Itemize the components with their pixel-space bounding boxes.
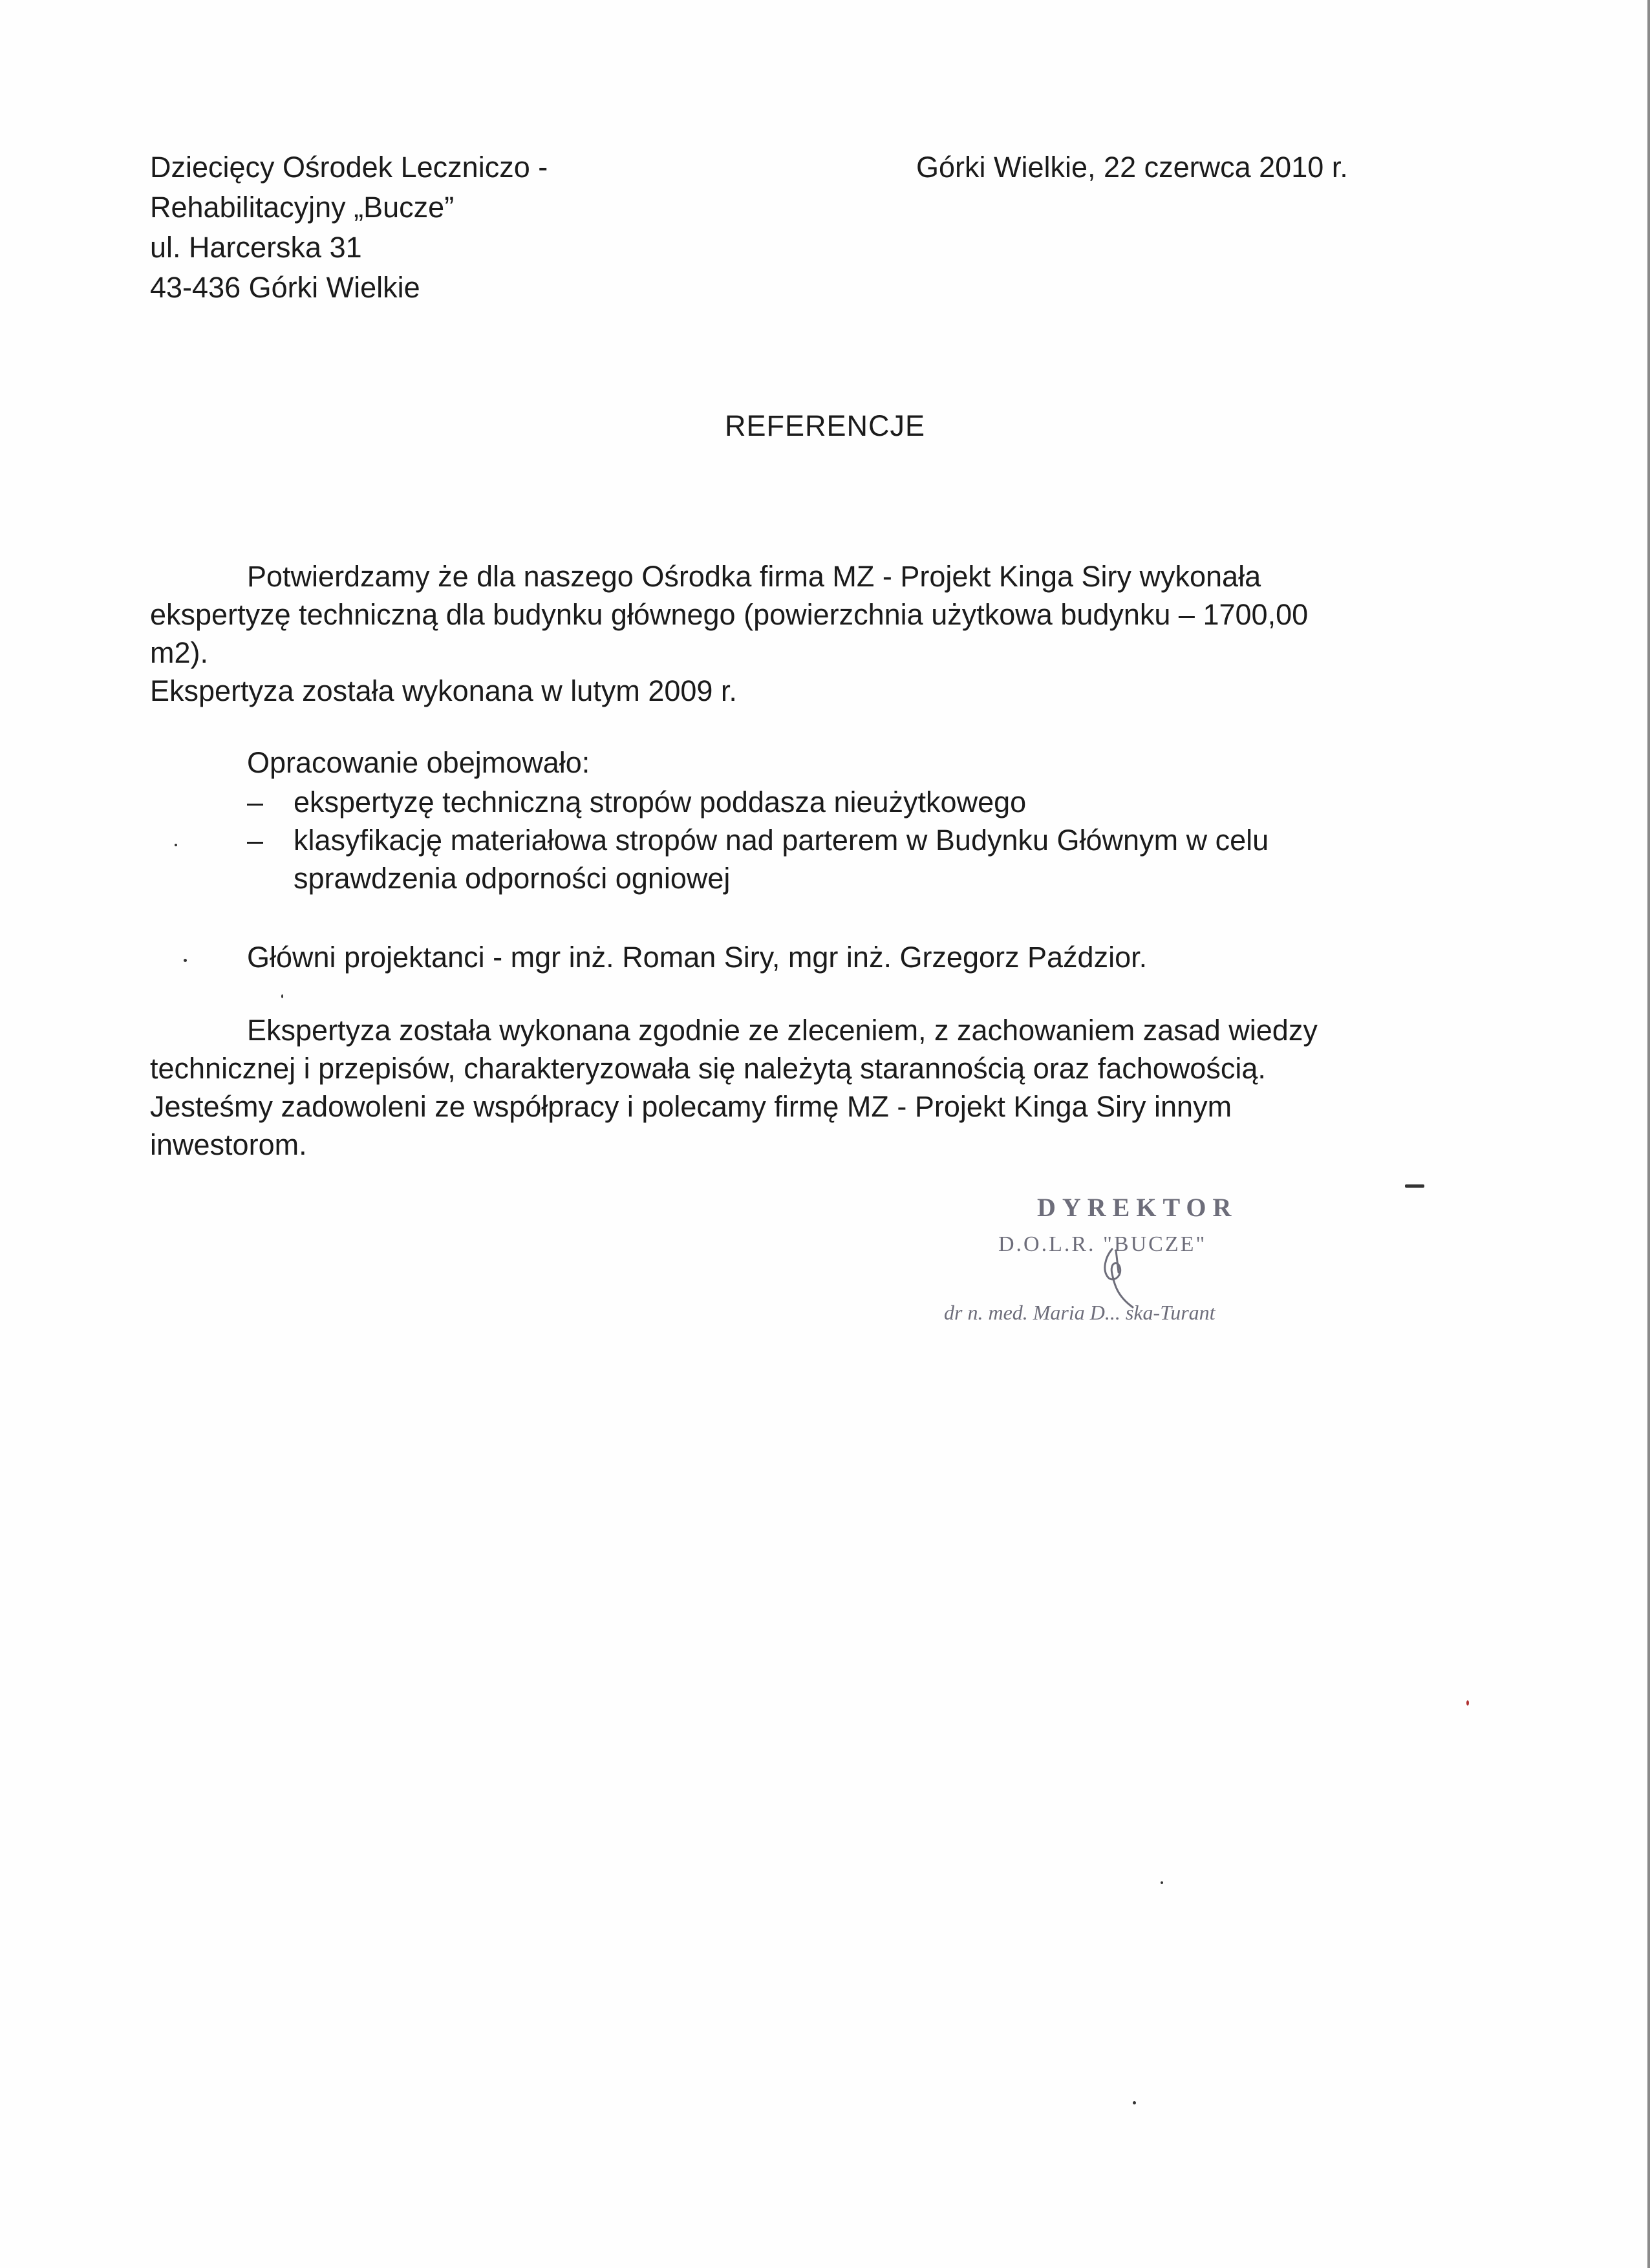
list-item-text: ekspertyzę techniczną stropów poddasza nieużytkowego xyxy=(294,786,1027,818)
stamp-name: dr n. med. Maria D... ska-Turant xyxy=(944,1301,1216,1324)
stamp-title: DYREKTOR xyxy=(1037,1193,1238,1222)
scan-speck xyxy=(175,844,177,846)
stamp-institution: D.O.L.R. "BUCZE" xyxy=(998,1232,1207,1256)
paragraph-line: Jesteśmy zadowoleni ze współpracy i polecamy firmę MZ - Projekt Kinga Siry innym xyxy=(150,1090,1232,1123)
paragraph-line: Ekspertyza została wykonana zgodnie ze zleceniem, z zachowaniem zasad wiedzy xyxy=(247,1014,1318,1047)
sender-address xyxy=(150,147,548,308)
letter-date: Górki Wielkie, 22 czerwca 2010 r. xyxy=(916,151,1348,184)
list-item-text: sprawdzenia odporności ogniowej xyxy=(294,862,731,895)
scan-speck xyxy=(1161,1881,1163,1884)
list-item xyxy=(150,821,1508,859)
sender-line-1: Dziecięcy Ośrodek Leczniczo - xyxy=(150,151,548,184)
paragraph-confirmation xyxy=(150,557,1443,710)
handwritten-signature-icon xyxy=(1093,1244,1138,1315)
paragraph-line: inwestorom. xyxy=(150,1128,307,1161)
scan-speck xyxy=(1405,1184,1424,1188)
scan-speck xyxy=(184,959,187,962)
scope-list xyxy=(150,783,1508,897)
sender-line-3: ul. Harcerska 31 xyxy=(150,231,362,264)
paragraph-line: Ekspertyza została wykonana w lutym 2009 r. xyxy=(150,674,737,707)
paragraph-line: m2). xyxy=(150,636,208,669)
scope-heading: Opracowanie obejmowało: xyxy=(247,746,590,779)
scan-speck xyxy=(1466,1700,1469,1706)
paragraph-line: Potwierdzamy że dla naszego Ośrodka firma MZ - Projekt Kinga Siry wykonała xyxy=(247,560,1261,593)
bullet-dash: – xyxy=(247,824,264,857)
list-item xyxy=(150,783,1508,821)
scan-speck xyxy=(281,994,283,998)
sender-line-4: 43-436 Górki Wielkie xyxy=(150,271,420,304)
paragraph-line: technicznej i przepisów, charakteryzowała się należytą starannością oraz fachowością. xyxy=(150,1052,1266,1085)
director-stamp xyxy=(931,1192,1332,1347)
scope-heading-block xyxy=(150,744,1443,782)
sender-line-2: Rehabilitacyjny „Bucze” xyxy=(150,191,455,224)
scan-speck xyxy=(1133,2101,1136,2104)
list-item-text: klasyfikację materiałowa stropów nad parterem w Budynku Głównym w celu xyxy=(294,824,1269,857)
bullet-dash: – xyxy=(247,786,264,818)
paragraph-recommendation xyxy=(150,1011,1443,1164)
scan-edge xyxy=(1647,0,1650,2268)
designers-line: Główni projektanci - mgr inż. Roman Siry, mgr inż. Grzegorz Paździor. xyxy=(247,941,1148,974)
letter-title: REFERENCJE xyxy=(724,409,926,442)
list-item-continuation xyxy=(150,859,1508,897)
paragraph-line: ekspertyzę techniczną dla budynku głównego (powierzchnia użytkowa budynku – 1700,00 xyxy=(150,598,1309,631)
